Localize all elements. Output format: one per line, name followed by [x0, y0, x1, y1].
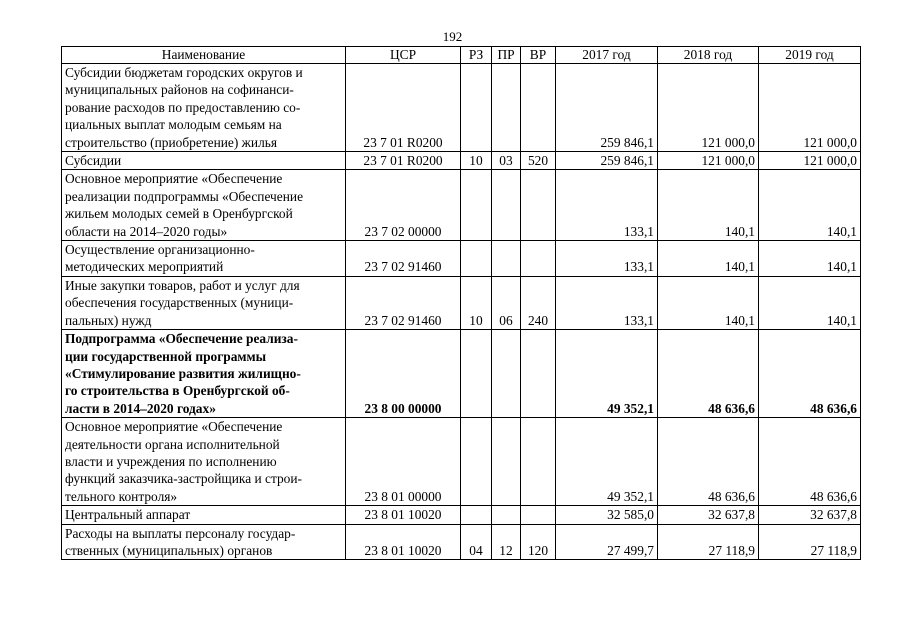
row-name-line: Субсидии бюджетам городских округов и	[65, 65, 303, 80]
row-name-cell	[62, 276, 346, 329]
row-pr	[492, 170, 521, 241]
row-name-line: ции государственной программы	[65, 348, 267, 364]
row-name-line: Расходы на выплаты персоналу государ-	[65, 525, 296, 541]
row-value-2019: 140,1	[759, 241, 861, 277]
row-vr	[521, 330, 556, 418]
row-value-2019: 140,1	[759, 170, 861, 241]
row-value-2019: 32 637,8	[759, 506, 861, 524]
row-csr: 23 7 02 91460	[346, 276, 461, 329]
table-row	[62, 64, 861, 152]
row-value-2018: 140,1	[658, 170, 759, 241]
row-pr	[492, 330, 521, 418]
row-value-2018: 32 637,8	[658, 506, 759, 524]
row-value-2017: 27 499,7	[556, 524, 658, 560]
row-pr	[492, 418, 521, 506]
row-name-line: пальных) нужд	[65, 312, 152, 328]
row-value-2018: 140,1	[658, 241, 759, 277]
row-csr: 23 8 01 10020	[346, 524, 461, 560]
row-value-2018: 121 000,0	[658, 64, 759, 152]
table-row	[62, 418, 861, 506]
row-name-line: области на 2014–2020 годы»	[65, 223, 228, 239]
row-name-line: «Стимулирование развития жилищно-	[65, 365, 301, 381]
row-rz: 10	[461, 152, 492, 170]
row-value-2017: 133,1	[556, 241, 658, 277]
row-name-line: рование расходов по предоставлению со-	[65, 99, 301, 115]
table-row	[62, 152, 861, 170]
row-csr: 23 7 02 91460	[346, 241, 461, 277]
row-name-line: Центральный аппарат	[65, 507, 191, 523]
row-name-line: деятельности органа исполнительной	[65, 436, 280, 452]
row-name-line: Иные закупки товаров, работ и услуг для	[65, 277, 300, 293]
row-vr: 240	[521, 276, 556, 329]
row-rz	[461, 330, 492, 418]
row-name-line: ласти в 2014–2020 годах»	[65, 400, 216, 416]
header-2019: 2019 год	[759, 47, 861, 64]
row-name-line: го строительства в Оренбургской об-	[65, 383, 290, 399]
row-csr: 23 7 01 R0200	[346, 152, 461, 170]
row-name-line: циальных выплат молодым семьям на	[65, 117, 282, 133]
row-name-line: ственных (муниципальных) органов	[65, 542, 273, 558]
row-vr	[521, 241, 556, 277]
table-row	[62, 524, 861, 560]
page-number: 192	[442, 29, 463, 44]
row-value-2017: 49 352,1	[556, 330, 658, 418]
row-value-2017: 32 585,0	[556, 506, 658, 524]
row-value-2017: 133,1	[556, 276, 658, 329]
row-name-line: Основное мероприятие «Обеспечение	[65, 419, 283, 435]
row-value-2018: 48 636,6	[658, 418, 759, 506]
row-rz	[461, 418, 492, 506]
row-value-2018: 121 000,0	[658, 152, 759, 170]
header-2018: 2018 год	[658, 47, 759, 64]
row-csr: 23 8 01 00000	[346, 418, 461, 506]
row-name-line: методических мероприятий	[65, 259, 224, 275]
row-name-line: Осуществление организационно-	[65, 242, 255, 258]
row-name-line: власти и учреждения по исполнению	[65, 453, 277, 469]
row-value-2018: 48 636,6	[658, 330, 759, 418]
row-name-line: Подпрограмма «Обеспечение реализа-	[65, 331, 298, 347]
row-name-cell	[62, 64, 346, 152]
header-2017: 2017 год	[556, 47, 658, 64]
row-csr: 23 8 01 10020	[346, 506, 461, 524]
row-value-2019: 48 636,6	[759, 330, 861, 418]
header-row	[62, 47, 861, 64]
row-vr: 120	[521, 524, 556, 560]
row-name-line: функций заказчика-застройщика и строи-	[65, 471, 302, 487]
row-pr: 06	[492, 276, 521, 329]
table-row	[62, 276, 861, 329]
row-name-cell	[62, 152, 346, 170]
row-rz	[461, 170, 492, 241]
table-row	[62, 241, 861, 277]
row-name-line: жильем молодых семей в Оренбургской	[65, 206, 293, 222]
row-value-2017: 133,1	[556, 170, 658, 241]
row-csr: 23 7 01 R0200	[346, 64, 461, 152]
row-rz	[461, 241, 492, 277]
row-value-2019: 48 636,6	[759, 418, 861, 506]
row-name-line: муниципальных районов на софинанси-	[65, 82, 294, 98]
header-pr: ПР	[492, 47, 521, 64]
row-pr	[492, 241, 521, 277]
row-name-cell	[62, 418, 346, 506]
row-value-2019: 121 000,0	[759, 64, 861, 152]
row-name-line: тельного контроля»	[65, 488, 178, 504]
row-value-2018: 140,1	[658, 276, 759, 329]
table-row	[62, 170, 861, 241]
row-name-cell	[62, 330, 346, 418]
row-name-cell	[62, 170, 346, 241]
row-name-line: Субсидии	[65, 153, 122, 169]
table-body	[62, 64, 861, 560]
row-vr: 520	[521, 152, 556, 170]
row-vr	[521, 64, 556, 152]
header-csr: ЦСР	[346, 47, 461, 64]
table-row	[62, 330, 861, 418]
row-vr	[521, 506, 556, 524]
row-value-2017: 259 846,1	[556, 152, 658, 170]
row-pr	[492, 506, 521, 524]
row-pr: 03	[492, 152, 521, 170]
header-name: Наименование	[62, 47, 346, 64]
row-rz: 10	[461, 276, 492, 329]
budget-table	[61, 46, 861, 560]
row-value-2019: 140,1	[759, 276, 861, 329]
row-rz: 04	[461, 524, 492, 560]
row-name-cell	[62, 524, 346, 560]
row-value-2018: 27 118,9	[658, 524, 759, 560]
table-row	[62, 506, 861, 524]
row-value-2017: 49 352,1	[556, 418, 658, 506]
row-name-line: Основное мероприятие «Обеспечение	[65, 171, 283, 187]
row-name-cell	[62, 241, 346, 277]
row-csr: 23 8 00 00000	[346, 330, 461, 418]
row-name-cell	[62, 506, 346, 524]
row-name-line: реализации подпрограммы «Обеспечение	[65, 188, 304, 204]
row-pr	[492, 64, 521, 152]
row-csr: 23 7 02 00000	[346, 170, 461, 241]
header-vr: ВР	[521, 47, 556, 64]
row-rz	[461, 506, 492, 524]
row-pr: 12	[492, 524, 521, 560]
row-value-2019: 27 118,9	[759, 524, 861, 560]
row-name-line: обеспечения государственных (муници-	[65, 295, 294, 311]
header-rz: РЗ	[461, 47, 492, 64]
row-rz	[461, 64, 492, 152]
row-vr	[521, 418, 556, 506]
row-name-line: строительство (приобретение) жилья	[65, 134, 278, 150]
row-value-2017: 259 846,1	[556, 64, 658, 152]
row-vr	[521, 170, 556, 241]
row-value-2019: 121 000,0	[759, 152, 861, 170]
